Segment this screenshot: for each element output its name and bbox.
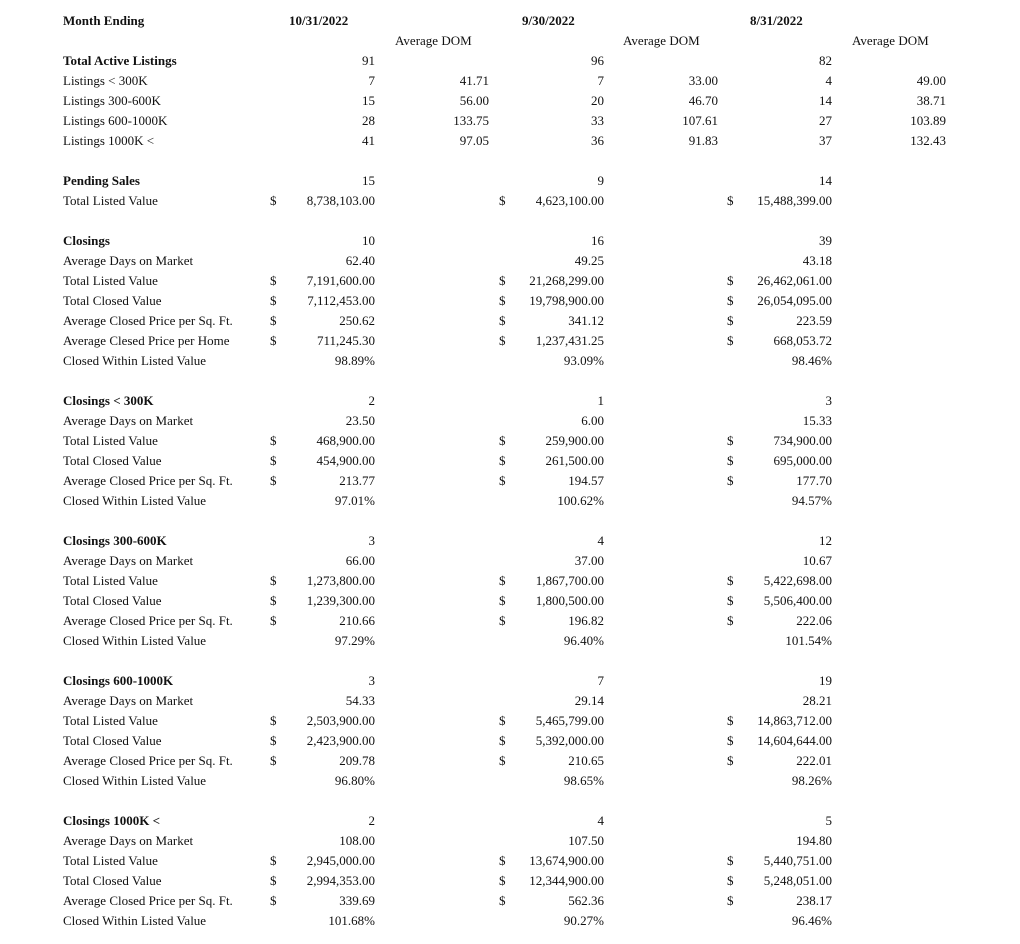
row-label: Average Closed Price per Sq. Ft.: [63, 753, 233, 768]
value-cell: 454,900.00: [316, 453, 375, 468]
value-cell: 23.50: [345, 413, 375, 428]
dollar-sign: $: [499, 733, 506, 748]
value-cell: 5,465,799.00: [535, 713, 604, 728]
value-cell: 37.00: [574, 553, 604, 568]
value-cell: 91: [362, 53, 375, 68]
value-cell: 96: [591, 53, 604, 68]
value-cell: 5,248,051.00: [763, 873, 832, 888]
row-label: Total Listed Value: [63, 853, 158, 868]
row-label: Total Closed Value: [63, 733, 162, 748]
dollar-sign: $: [727, 593, 734, 608]
value-cell: 26,462,061.00: [757, 273, 832, 288]
dollar-sign: $: [499, 713, 506, 728]
average-dom-cell: 41.71: [459, 73, 489, 88]
value-cell: 28.21: [802, 693, 832, 708]
value-cell: 562.36: [568, 893, 604, 908]
dollar-sign: $: [499, 873, 506, 888]
value-cell: 27: [819, 113, 832, 128]
value-cell: 9: [597, 173, 604, 188]
date-header-3: 8/31/2022: [750, 13, 803, 28]
row-label: Average Closed Price per Sq. Ft.: [63, 893, 233, 908]
average-dom-cell: 91.83: [688, 133, 718, 148]
value-cell: 12: [819, 533, 832, 548]
value-cell: 5,422,698.00: [763, 573, 832, 588]
value-cell: 250.62: [339, 313, 375, 328]
row-label: Closed Within Listed Value: [63, 493, 207, 508]
value-cell: 7,191,600.00: [306, 273, 375, 288]
row-label: Average Closed Price per Sq. Ft.: [63, 613, 233, 628]
value-cell: 4: [597, 813, 604, 828]
value-cell: 14,604,644.00: [757, 733, 832, 748]
dollar-sign: $: [499, 313, 506, 328]
section-heading: Pending Sales: [63, 173, 140, 188]
dollar-sign: $: [270, 853, 277, 868]
value-cell: 1,239,300.00: [306, 593, 375, 608]
dollar-sign: $: [270, 573, 277, 588]
value-cell: 209.78: [339, 753, 375, 768]
value-cell: 13,674,900.00: [529, 853, 604, 868]
dollar-sign: $: [727, 893, 734, 908]
row-label: Closed Within Listed Value: [63, 913, 207, 928]
average-dom-cell: 97.05: [459, 133, 489, 148]
value-cell: 39: [819, 233, 832, 248]
dollar-sign: $: [727, 713, 734, 728]
value-cell: 3: [368, 673, 375, 688]
value-cell: 96.46%: [791, 913, 832, 928]
value-cell: 101.68%: [328, 913, 375, 928]
value-cell: 1,800,500.00: [535, 593, 604, 608]
dollar-sign: $: [270, 193, 277, 208]
value-cell: 6.00: [581, 413, 604, 428]
dollar-sign: $: [499, 473, 506, 488]
value-cell: 2,503,900.00: [306, 713, 375, 728]
value-cell: 107.50: [568, 833, 604, 848]
dollar-sign: $: [270, 753, 277, 768]
average-dom-cell: 107.61: [682, 113, 718, 128]
value-cell: 5: [825, 813, 832, 828]
value-cell: 4: [825, 73, 832, 88]
row-label: Total Closed Value: [63, 293, 162, 308]
value-cell: 10.67: [802, 553, 832, 568]
month-ending-label: Month Ending: [63, 13, 145, 28]
value-cell: 96.80%: [334, 773, 375, 788]
value-cell: 223.59: [796, 313, 832, 328]
value-cell: 15: [362, 173, 375, 188]
value-cell: 14: [819, 173, 832, 188]
value-cell: 101.54%: [785, 633, 832, 648]
value-cell: 734,900.00: [773, 433, 832, 448]
value-cell: 194.57: [568, 473, 604, 488]
dom-header-2: Average DOM: [623, 33, 700, 48]
value-cell: 339.69: [339, 893, 375, 908]
value-cell: 43.18: [802, 253, 832, 268]
value-cell: 196.82: [568, 613, 604, 628]
dollar-sign: $: [499, 193, 506, 208]
dollar-sign: $: [499, 293, 506, 308]
value-cell: 97.01%: [334, 493, 375, 508]
average-dom-cell: 38.71: [916, 93, 946, 108]
value-cell: 20: [591, 93, 604, 108]
dollar-sign: $: [727, 453, 734, 468]
value-cell: 15,488,399.00: [757, 193, 832, 208]
row-label: Listings 1000K <: [63, 133, 155, 148]
value-cell: 12,344,900.00: [529, 873, 604, 888]
dollar-sign: $: [270, 473, 277, 488]
value-cell: 21,268,299.00: [529, 273, 604, 288]
value-cell: 41: [362, 133, 375, 148]
value-cell: 98.46%: [791, 353, 832, 368]
value-cell: 1,237,431.25: [535, 333, 604, 348]
value-cell: 8,738,103.00: [306, 193, 375, 208]
section-heading: Closings 600-1000K: [63, 673, 174, 688]
row-label: Average Days on Market: [63, 833, 194, 848]
dollar-sign: $: [270, 433, 277, 448]
value-cell: 695,000.00: [773, 453, 832, 468]
value-cell: 29.14: [574, 693, 604, 708]
value-cell: 96.40%: [563, 633, 604, 648]
dom-header-1: Average DOM: [395, 33, 472, 48]
value-cell: 2: [368, 813, 375, 828]
value-cell: 90.27%: [563, 913, 604, 928]
dollar-sign: $: [270, 713, 277, 728]
value-cell: 210.66: [339, 613, 375, 628]
dollar-sign: $: [727, 333, 734, 348]
dollar-sign: $: [270, 613, 277, 628]
dollar-sign: $: [727, 613, 734, 628]
value-cell: 177.70: [796, 473, 832, 488]
row-label: Total Listed Value: [63, 273, 158, 288]
value-cell: 33: [591, 113, 604, 128]
average-dom-cell: 33.00: [688, 73, 718, 88]
dollar-sign: $: [270, 453, 277, 468]
average-dom-cell: 133.75: [453, 113, 489, 128]
value-cell: 213.77: [339, 473, 375, 488]
dollar-sign: $: [727, 733, 734, 748]
row-label: Total Listed Value: [63, 193, 158, 208]
dollar-sign: $: [727, 433, 734, 448]
value-cell: 66.00: [345, 553, 375, 568]
row-label: Average Days on Market: [63, 253, 194, 268]
value-cell: 3: [825, 393, 832, 408]
value-cell: 2: [368, 393, 375, 408]
row-label: Total Closed Value: [63, 593, 162, 608]
value-cell: 19: [819, 673, 832, 688]
value-cell: 210.65: [568, 753, 604, 768]
value-cell: 98.26%: [791, 773, 832, 788]
dollar-sign: $: [499, 613, 506, 628]
value-cell: 108.00: [339, 833, 375, 848]
value-cell: 82: [819, 53, 832, 68]
value-cell: 94.57%: [791, 493, 832, 508]
value-cell: 341.12: [568, 313, 604, 328]
average-dom-cell: 56.00: [459, 93, 489, 108]
section-heading: Closings 300-600K: [63, 533, 167, 548]
value-cell: 16: [591, 233, 604, 248]
value-cell: 4,623,100.00: [535, 193, 604, 208]
dollar-sign: $: [499, 273, 506, 288]
value-cell: 7: [597, 673, 604, 688]
value-cell: 93.09%: [563, 353, 604, 368]
row-label: Total Listed Value: [63, 573, 158, 588]
row-label: Listings < 300K: [63, 73, 148, 88]
value-cell: 222.06: [796, 613, 832, 628]
dollar-sign: $: [727, 273, 734, 288]
row-label: Total Listed Value: [63, 433, 158, 448]
value-cell: 3: [368, 533, 375, 548]
dollar-sign: $: [499, 433, 506, 448]
value-cell: 2,423,900.00: [306, 733, 375, 748]
row-label: Closed Within Listed Value: [63, 633, 207, 648]
dollar-sign: $: [270, 273, 277, 288]
value-cell: 261,500.00: [545, 453, 604, 468]
value-cell: 1: [597, 393, 604, 408]
dollar-sign: $: [727, 293, 734, 308]
section-heading: Closings: [63, 233, 110, 248]
value-cell: 19,798,900.00: [529, 293, 604, 308]
dollar-sign: $: [499, 573, 506, 588]
value-cell: 2,945,000.00: [306, 853, 375, 868]
dollar-sign: $: [727, 473, 734, 488]
dollar-sign: $: [727, 853, 734, 868]
dollar-sign: $: [270, 313, 277, 328]
row-label: Total Closed Value: [63, 873, 162, 888]
average-dom-cell: 103.89: [910, 113, 946, 128]
section-heading: Closings 1000K <: [63, 813, 160, 828]
dollar-sign: $: [727, 193, 734, 208]
value-cell: 98.89%: [334, 353, 375, 368]
dollar-sign: $: [270, 333, 277, 348]
row-label: Total Closed Value: [63, 453, 162, 468]
value-cell: 26,054,095.00: [757, 293, 832, 308]
dollar-sign: $: [499, 853, 506, 868]
value-cell: 668,053.72: [773, 333, 832, 348]
average-dom-cell: 46.70: [688, 93, 718, 108]
dollar-sign: $: [727, 573, 734, 588]
value-cell: 54.33: [345, 693, 375, 708]
row-label: Total Listed Value: [63, 713, 158, 728]
value-cell: 5,392,000.00: [535, 733, 604, 748]
value-cell: 62.40: [345, 253, 375, 268]
dollar-sign: $: [727, 873, 734, 888]
value-cell: 97.29%: [334, 633, 375, 648]
value-cell: 10: [362, 233, 375, 248]
value-cell: 468,900.00: [316, 433, 375, 448]
row-label: Average Clesed Price per Home: [63, 333, 230, 348]
dollar-sign: $: [270, 733, 277, 748]
value-cell: 5,440,751.00: [763, 853, 832, 868]
row-label: Average Closed Price per Sq. Ft.: [63, 473, 233, 488]
dollar-sign: $: [270, 873, 277, 888]
value-cell: 49.25: [574, 253, 604, 268]
dollar-sign: $: [270, 293, 277, 308]
dollar-sign: $: [727, 313, 734, 328]
value-cell: 15: [362, 93, 375, 108]
value-cell: 222.01: [796, 753, 832, 768]
row-label: Closed Within Listed Value: [63, 773, 207, 788]
value-cell: 711,245.30: [316, 333, 375, 348]
value-cell: 36: [591, 133, 604, 148]
row-label: Closed Within Listed Value: [63, 353, 207, 368]
value-cell: 98.65%: [563, 773, 604, 788]
dollar-sign: $: [270, 893, 277, 908]
dollar-sign: $: [499, 753, 506, 768]
date-header-2: 9/30/2022: [522, 13, 575, 28]
row-label: Average Days on Market: [63, 553, 194, 568]
value-cell: 238.17: [796, 893, 832, 908]
row-label: Average Days on Market: [63, 413, 194, 428]
row-label: Listings 300-600K: [63, 93, 161, 108]
dollar-sign: $: [499, 453, 506, 468]
value-cell: 37: [819, 133, 832, 148]
dollar-sign: $: [499, 593, 506, 608]
dollar-sign: $: [270, 593, 277, 608]
value-cell: 7: [597, 73, 604, 88]
date-header-1: 10/31/2022: [289, 13, 349, 28]
value-cell: 259,900.00: [545, 433, 604, 448]
average-dom-cell: 49.00: [916, 73, 946, 88]
value-cell: 14: [819, 93, 832, 108]
value-cell: 1,273,800.00: [306, 573, 375, 588]
value-cell: 14,863,712.00: [757, 713, 832, 728]
value-cell: 194.80: [796, 833, 832, 848]
section-heading: Closings < 300K: [63, 393, 154, 408]
value-cell: 15.33: [802, 413, 832, 428]
value-cell: 5,506,400.00: [763, 593, 832, 608]
section-heading: Total Active Listings: [63, 53, 177, 68]
dollar-sign: $: [727, 753, 734, 768]
value-cell: 7: [368, 73, 375, 88]
dollar-sign: $: [499, 333, 506, 348]
row-label: Listings 600-1000K: [63, 113, 168, 128]
dom-header-3: Average DOM: [852, 33, 929, 48]
dollar-sign: $: [499, 893, 506, 908]
value-cell: 28: [362, 113, 375, 128]
value-cell: 2,994,353.00: [306, 873, 375, 888]
value-cell: 1,867,700.00: [535, 573, 604, 588]
value-cell: 7,112,453.00: [307, 293, 375, 308]
row-label: Average Closed Price per Sq. Ft.: [63, 313, 233, 328]
row-label: Average Days on Market: [63, 693, 194, 708]
average-dom-cell: 132.43: [910, 133, 946, 148]
value-cell: 100.62%: [557, 493, 604, 508]
value-cell: 4: [597, 533, 604, 548]
